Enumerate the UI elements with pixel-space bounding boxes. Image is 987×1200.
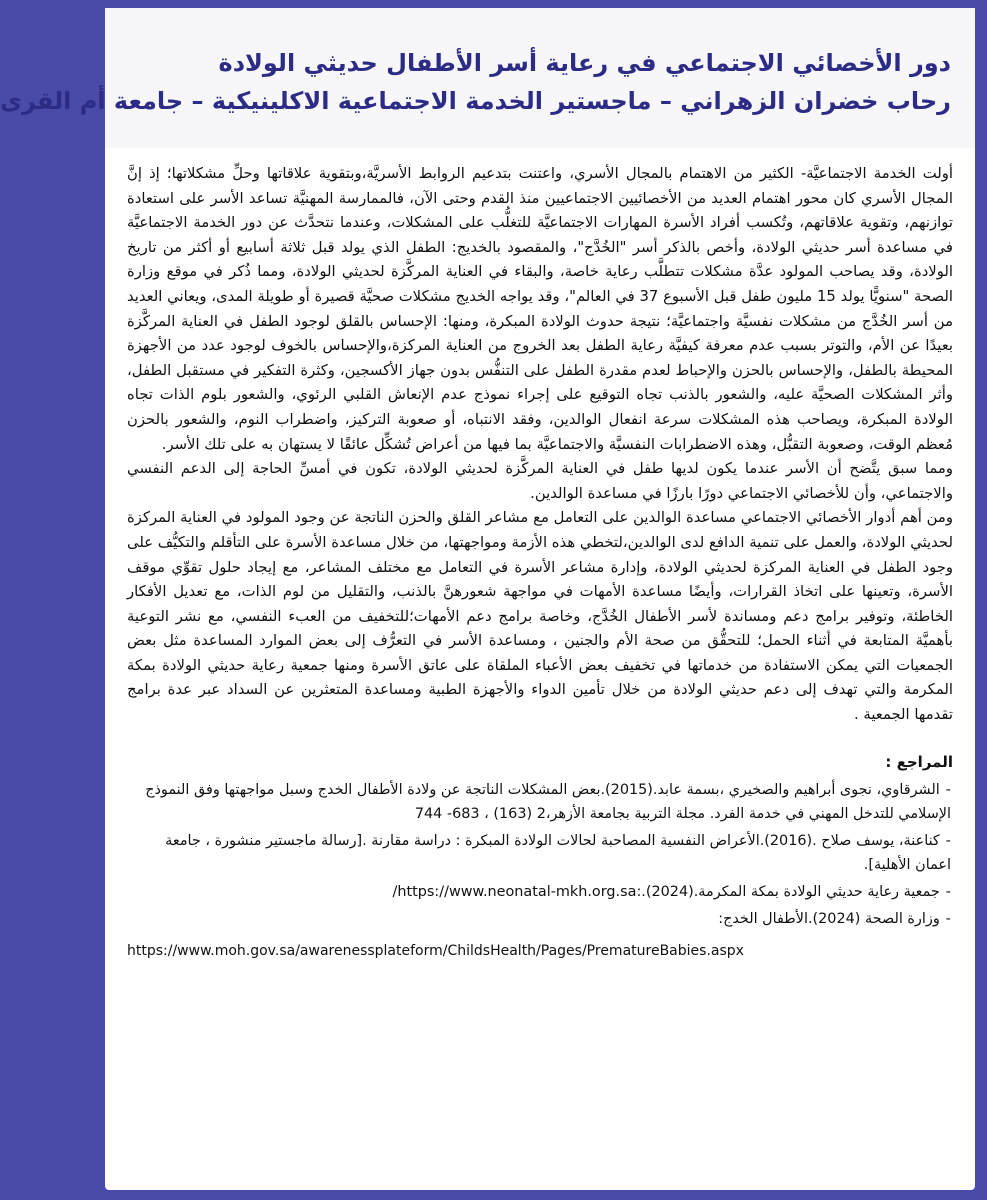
body-paragraph-2: ومما سبق يتَّضح أن الأسر عندما يكون لديها طفل في العناية المركَّزة لحديثي الولادة، تكون في أمسِّ الحاجة إلى الدعم النفسي والاجتماعي، وأن للأخصائي الاجتماعي دورًا بارزًا في مساعدة الوالدين. [127,460,953,502]
article-body [105,148,975,963]
references-list [127,778,953,964]
references-section [127,750,953,964]
reference-url-4[interactable]: https://www.moh.gov.sa/awarenessplateform/ChildsHealth/Pages/PrematureBabies.aspx [127,943,744,960]
list-dash: - [945,910,951,927]
reference-link-3[interactable]: جمعية رعاية حديثي الولادة بمكة المكرمة.(2024).:https://www.neonatal-mkh.org.sa/ [392,884,940,901]
list-dash: - [945,832,951,849]
reference-text-4: وزارة الصحة (2024).الأطفال الخدج: [718,910,940,927]
reference-item-3[interactable] [127,880,953,905]
reference-item-2 [127,829,953,878]
list-dash: - [945,781,951,798]
body-paragraph-3: ومن أهم أدوار الأخصائي الاجتماعي مساعدة الوالدين على التعامل مع مشاعر القلق والحزن الناتجة عن وجود المولود في العناية المركزة لحديثي الولادة، والعمل على تنمية الدافع لدى الوالدين،لتخطي هذه الأزمة ومواجهتها، من خلال مساعدة الأسرة على التأقلم والتكيُّف على وجود الطفل في العناية المركزة لحديثي الولادة، وإدارة مشاعر الأسرة في التعامل مع مختلف المشاعر، مع إيجاد حلول تقوِّي موقف الأسرة، وتعينها على اتخاذ القرارات، وأيضًا مساعدة الأمهات في مواجهة شعورهنَّ بالذنب، والتقليل من لوم الذات، مع تعديل الأفكار الخاطئة، وتوفير برامج دعم ومساندة لأسر الأطفال الخُدَّج، وخاصة برامج دعم الأمهات؛للتخفيف من العبء النفسي، مع نشر التوعية بأهميَّة المتابعة في أثناء الحمل؛ للتحقُّق من صحة الأم والجنين ، ومساعدة الأسر في التعرُّف إلى بعض الموارد المساعدة مثل بعض الجمعيات التي يمكن الاستفادة من خدماتها في تخفيف بعض الأعباء الملقاة على عاتق الأسرة ومنها جمعية رعاية حديثي الولادة بمكة المكرمة والتي تهدف إلى دعم حديثي الولادة من خلال تأمين الدواء والأجهزة الطبية ومساعدة المتعثرين عن السداد عبر عدة برامج تقدمها الجمعية . [127,509,953,724]
title-band [0,8,975,148]
references-heading: المراجع : [885,752,953,771]
article-title: دور الأخصائي الاجتماعي في رعاية أسر الأطفال حديثي الولادة [218,49,951,77]
reference-item-1 [127,778,953,827]
reference-item-4 [127,907,953,964]
body-paragraph-1: أولت الخدمة الاجتماعيَّة- الكثير من الاهتمام بالمجال الأسري، واعتنت بتدعيم الروابط الأسريَّة،وبتقوية علاقاتها وحلِّ مشكلاتها؛ إذ إنَّ المجال الأسري كان محور اهتمام العديد من الأخصائيين الاجتماعيين منذ القدم وحتى الآن، فالممارسة المهنيَّة تساعد الأسر على استعادة توازنهم، وتقوية علاقاتهم، وتُكسب أفراد الأسرة المهارات الاجتماعيَّة للتغلُّب على المشكلات، وعندما نتحدَّث عن دور الخدمة الاجتماعيَّة في مساعدة أسر حديثي الولادة، وأخص بالذكر أسر "الخُدَّج"، والمقصود بالخديج: الطفل الذي يولد قبل ثلاثة أسابيع أو أكثر من تاريخ الولادة، وقد يصاحب المولود عدَّة مشكلات تتطلَّب رعاية خاصة، والبقاء في العناية المركَّزة لحديثي الولادة، ومما ذُكر في موقع وزارة الصحة "سنويًّا يولد 15 مليون طفل قبل الأسبوع 37 في العالم"، وقد يواجه الخديج مشكلات صحيَّة قصيرة أو طويلة المدى، ويعاني العديد من أسر الخُدَّج من مشكلات نفسيَّة واجتماعيَّة؛ نتيجة حدوث الولادة المبكرة، ومنها: الإحساس بالقلق لوجود الطفل في العناية المركَّزة بعيدًا عن الأم، والتوتر بسبب عدم معرفة كيفيَّة رعاية الطفل بعد الخروج من العناية المركزة،والإحساس بالخوف لوجود عدد من الأجهزة المحيطة بالطفل، والإحساس بالحزن والإحباط لعدم مقدرة الطفل على التنفُّس بدون جهاز الأكسجين، وكثرة التفكير في مستقبل الطفل، وأثر المشكلات الصحيَّة عليه، والشعور بالذنب تجاه التوقيع على إجراء نموذج عدم الإنعاش القلبي الرئوي، والشعور بلوم الذات تجاه الولادة المبكرة، ويصاحب هذه المشكلات سرعة انفعال الوالدين، وفقد الانتباه، أو صعوبة التركيز، واضطراب النوم، والشعور بالحزن مُعظم الوقت، وصعوبة التقبُّل، وهذه الاضطرابات النفسيَّة والاجتماعيَّة بما فيها من أعراض تُشكِّل عائقًا لا يستهان به على تلك الأسر. [127,165,953,453]
reference-text-2: كناعنة، يوسف صلاح .(2016).الأعراض النفسية المصاحبة لحالات الولادة المبكرة : دراسة مقارنة .[رسالة ماجستير منشورة ، جامعة اعمان الأهلية]. [165,832,951,874]
article-page [0,8,975,1190]
author-line: رحاب خضران الزهراني – ماجستير الخدمة الاجتماعية الاكلينيكية – جامعة أم القرى [0,87,951,115]
list-dash: - [945,884,951,901]
reference-text-1: الشرقاوي، نجوى أبراهيم والصخيري ،بسمة عابد.(2015).بعض المشكلات الناتجة عن ولادة الأطفال الخدج وسبل مواجهتها وفق النموذج الإسلامي للتدخل المهني في خدمة الفرد. مجلة التربية بجامعة الأزهر،2 (163) ، 683- 744 [145,781,951,823]
